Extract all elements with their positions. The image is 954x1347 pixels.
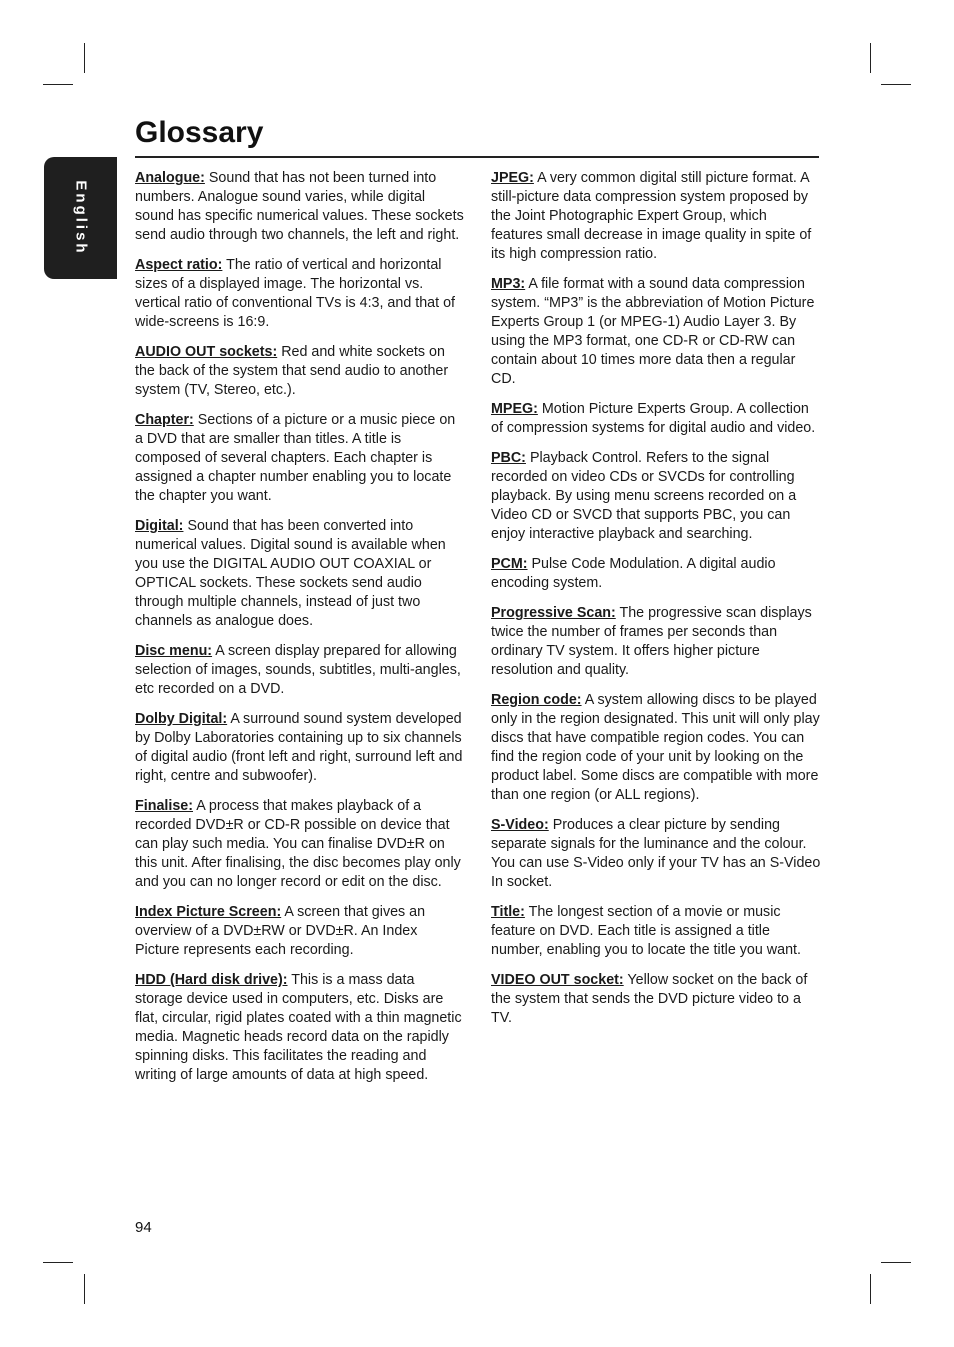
crop-mark bbox=[881, 1262, 911, 1263]
glossary-term: Dolby Digital: bbox=[135, 711, 228, 727]
glossary-entry bbox=[491, 691, 821, 805]
glossary-entry bbox=[491, 903, 821, 960]
glossary-term: Index Picture Screen: bbox=[135, 904, 282, 920]
glossary-entry bbox=[135, 903, 465, 960]
glossary-entry bbox=[491, 555, 821, 593]
crop-mark bbox=[84, 1274, 85, 1304]
glossary-term: Finalise: bbox=[135, 798, 193, 814]
glossary-entry bbox=[135, 642, 465, 699]
glossary-definition: Sound that has been converted into numerical values. Digital sound is available when you use the DIGITAL AUDIO OUT COAXIAL or OPTICAL sockets. These sockets send audio through multiple channels, instead of just two channels as analogue does. bbox=[135, 518, 446, 629]
glossary-definition: Motion Picture Experts Group. A collection of compression systems for digital audio and video. bbox=[491, 401, 816, 436]
glossary-definition: Red and white sockets on the back of the system that send audio to another system (TV, Stereo, etc.). bbox=[135, 344, 449, 398]
glossary-term: Chapter: bbox=[135, 412, 194, 428]
glossary-definition: A file format with a sound data compression system. “MP3” is the abbreviation of Motion Picture Experts Group 1 (or MPEG-1) Audio Layer 3. By using the MP3 format, one CD-R or CD-RW can contain about 10 times more data then a regular CD. bbox=[491, 276, 815, 387]
glossary-definition: Sound that has not been turned into numbers. Analogue sound varies, while digital sound has specific numerical values. These sockets send audio through two channels, the left and right. bbox=[135, 170, 464, 243]
glossary-definition: The longest section of a movie or music feature on DVD. Each title is assigned a title number, enabling you to locate the title you want. bbox=[491, 904, 801, 958]
glossary-column-left bbox=[135, 169, 465, 1096]
glossary-entry bbox=[491, 400, 821, 438]
glossary-term: VIDEO OUT socket: bbox=[491, 972, 624, 988]
glossary-term: Region code: bbox=[491, 692, 582, 708]
glossary-term: S-Video: bbox=[491, 817, 549, 833]
glossary-definition: A system allowing discs to be played only in the region designated. This unit will only play discs that have compatible region codes. You can find the region code of your unit by looking on the product label. Some discs are compatible with more than one region (or ALL regions). bbox=[491, 692, 820, 803]
glossary-term: Disc menu: bbox=[135, 643, 213, 659]
glossary-entry bbox=[135, 169, 465, 245]
glossary-entry bbox=[135, 411, 465, 506]
glossary-entry bbox=[135, 710, 465, 786]
glossary-definition: The progressive scan displays twice the number of frames per seconds than ordinary TV system. It offers higher picture resolution and quality. bbox=[491, 605, 812, 678]
glossary-definition: Pulse Code Modulation. A digital audio encoding system. bbox=[491, 556, 776, 591]
glossary-entry bbox=[491, 971, 821, 1028]
glossary-term: HDD (Hard disk drive): bbox=[135, 972, 288, 988]
language-tab-label: English bbox=[72, 180, 89, 256]
glossary-term: Aspect ratio: bbox=[135, 257, 223, 273]
glossary-term: PCM: bbox=[491, 556, 528, 572]
crop-mark bbox=[881, 84, 911, 85]
glossary-term: JPEG: bbox=[491, 170, 534, 186]
glossary-entry bbox=[135, 517, 465, 631]
glossary-term: MPEG: bbox=[491, 401, 538, 417]
crop-mark bbox=[43, 1262, 73, 1263]
glossary-column-right bbox=[491, 169, 821, 1039]
glossary-definition: Playback Control. Refers to the signal recorded on video CDs or SVCDs for controlling playback. By using menu screens recorded on a Video CD or SVCD that supports PBC, you can enjoy interactive playback and searching. bbox=[491, 450, 797, 542]
glossary-term: PBC: bbox=[491, 450, 526, 466]
glossary-definition: A surround sound system developed by Dolby Laboratories containing up to six channels of digital audio (front left and right, surround left and right, centre and subwoofer). bbox=[135, 711, 463, 784]
crop-mark bbox=[43, 84, 73, 85]
glossary-definition: A screen that gives an overview of a DVD±RW or DVD±R. An Index Picture represents each recording. bbox=[135, 904, 426, 958]
glossary-entry bbox=[491, 449, 821, 544]
glossary-definition: This is a mass data storage device used in computers, etc. Disks are flat, circular, rigid plates coated with a thin magnetic media. Magnetic heads record data on the rapidly spinning disks. This facilitates the reading and writing of large amounts of data at high speed. bbox=[135, 972, 462, 1083]
glossary-entry bbox=[491, 169, 821, 264]
glossary-entry bbox=[491, 604, 821, 680]
glossary-entry bbox=[135, 343, 465, 400]
glossary-entry bbox=[135, 971, 465, 1085]
glossary-definition: A process that makes playback of a recorded DVD±R or CD-R possible on device that can play such media. You can finalise DVD±R on this unit. After finalising, the disc becomes play only and you can no longer record or edit on the disc. bbox=[135, 798, 461, 890]
glossary-definition: Produces a clear picture by sending separate signals for the luminance and the colour. You can use S-Video only if your TV has an S-Video In socket. bbox=[491, 817, 821, 890]
glossary-entry bbox=[135, 797, 465, 892]
glossary-term: MP3: bbox=[491, 276, 526, 292]
crop-mark bbox=[870, 43, 871, 73]
glossary-definition: A very common digital still picture format. A still-picture data compression system proposed by the Joint Photographic Expert Group, which features small decrease in image quality in spite of its high compression ratio. bbox=[491, 170, 812, 262]
glossary-entry bbox=[491, 816, 821, 892]
glossary-term: AUDIO OUT sockets: bbox=[135, 344, 278, 360]
glossary-term: Digital: bbox=[135, 518, 184, 534]
page-title: Glossary bbox=[135, 116, 264, 149]
language-tab bbox=[44, 157, 117, 279]
page-number: 94 bbox=[135, 1219, 152, 1236]
glossary-definition: A screen display prepared for allowing selection of images, sounds, subtitles, multi-angles, etc recorded on a DVD. bbox=[135, 643, 461, 697]
glossary-term: Analogue: bbox=[135, 170, 205, 186]
glossary-entry bbox=[491, 275, 821, 389]
crop-mark bbox=[870, 1274, 871, 1304]
crop-mark bbox=[84, 43, 85, 73]
glossary-term: Title: bbox=[491, 904, 525, 920]
glossary-entry bbox=[135, 256, 465, 332]
title-rule bbox=[135, 156, 819, 158]
glossary-definition: Sections of a picture or a music piece on a DVD that are smaller than titles. A title is composed of several chapters. Each chapter is assigned a chapter number enabling you to locate the chapter you want. bbox=[135, 412, 456, 504]
glossary-definition: The ratio of vertical and horizontal sizes of a displayed image. The horizontal vs. vertical ratio of conventional TVs is 4:3, and that of wide-screens is 16:9. bbox=[135, 257, 456, 330]
glossary-definition: Yellow socket on the back of the system that sends the DVD picture video to a TV. bbox=[491, 972, 808, 1026]
glossary-term: Progressive Scan: bbox=[491, 605, 616, 621]
